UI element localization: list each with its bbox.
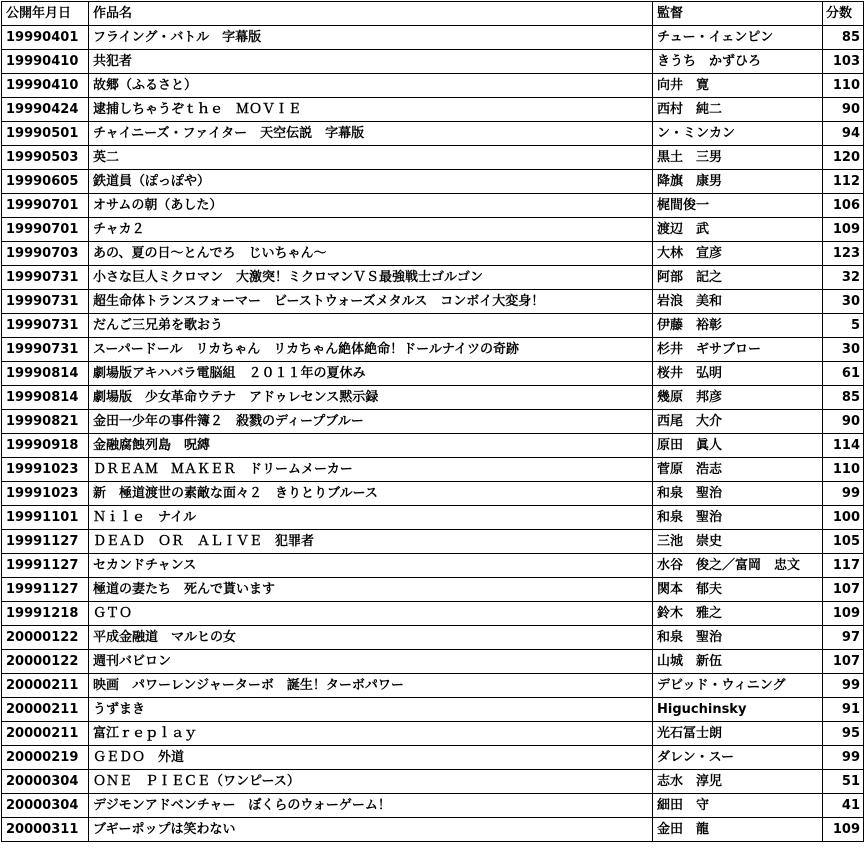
table-row bbox=[2, 578, 864, 602]
cell-title[interactable]: 故郷（ふるさと） bbox=[89, 74, 653, 98]
cell-director[interactable]: 降旗 康男 bbox=[653, 170, 823, 194]
cell-title[interactable]: 鉄道員（ぽっぽや） bbox=[89, 170, 653, 194]
cell-date[interactable]: 19991023 bbox=[2, 482, 89, 506]
table-row bbox=[2, 698, 864, 722]
cell-date[interactable]: 19991127 bbox=[2, 554, 89, 578]
cell-date[interactable]: 19990410 bbox=[2, 50, 89, 74]
cell-title[interactable]: オサムの朝（あした） bbox=[89, 194, 653, 218]
cell-director[interactable]: 金田 龍 bbox=[653, 818, 823, 842]
cell-minutes[interactable]: 5 bbox=[823, 314, 864, 338]
cell-director[interactable]: チュー・イェンピン bbox=[653, 26, 823, 50]
table-row bbox=[2, 146, 864, 170]
cell-minutes[interactable]: 30 bbox=[823, 290, 864, 314]
cell-director[interactable]: デビッド・ウィニング bbox=[653, 674, 823, 698]
cell-date[interactable]: 19991127 bbox=[2, 530, 89, 554]
cell-date[interactable]: 19990703 bbox=[2, 242, 89, 266]
cell-minutes[interactable]: 99 bbox=[823, 482, 864, 506]
movie-table bbox=[1, 1, 864, 842]
cell-date[interactable]: 19990424 bbox=[2, 98, 89, 122]
header-date[interactable]: 公開年月日 bbox=[2, 2, 89, 26]
cell-title[interactable]: あの、夏の日～とんでろ じいちゃん～ bbox=[89, 242, 653, 266]
cell-title[interactable]: チャカ２ bbox=[89, 218, 653, 242]
table-row bbox=[2, 218, 864, 242]
cell-date[interactable]: 19990701 bbox=[2, 194, 89, 218]
table-row bbox=[2, 242, 864, 266]
cell-date[interactable]: 19990605 bbox=[2, 170, 89, 194]
cell-title[interactable]: ＤＲＥＡＭ ＭＡＫＥＲ ドリームメーカー bbox=[89, 458, 653, 482]
cell-date[interactable]: 20000211 bbox=[2, 698, 89, 722]
cell-date[interactable]: 20000311 bbox=[2, 818, 89, 842]
cell-title[interactable]: うずまき bbox=[89, 698, 653, 722]
table-row bbox=[2, 290, 864, 314]
cell-minutes[interactable]: 103 bbox=[823, 50, 864, 74]
table-row bbox=[2, 266, 864, 290]
cell-minutes[interactable]: 120 bbox=[823, 146, 864, 170]
cell-director[interactable]: きうち かずひろ bbox=[653, 50, 823, 74]
table-row bbox=[2, 530, 864, 554]
table-row bbox=[2, 770, 864, 794]
cell-date[interactable]: 19990918 bbox=[2, 434, 89, 458]
table-row bbox=[2, 818, 864, 842]
table-row bbox=[2, 386, 864, 410]
table-row bbox=[2, 554, 864, 578]
cell-director[interactable]: 岩浪 美和 bbox=[653, 290, 823, 314]
cell-director[interactable]: 和泉 聖治 bbox=[653, 506, 823, 530]
cell-date[interactable]: 19990821 bbox=[2, 410, 89, 434]
cell-title[interactable]: 小さな巨人ミクロマン 大激突！ミクロマンＶＳ最強戦士ゴルゴン bbox=[89, 266, 653, 290]
cell-minutes[interactable]: 90 bbox=[823, 98, 864, 122]
cell-director[interactable]: 伊藤 裕彰 bbox=[653, 314, 823, 338]
cell-minutes[interactable]: 109 bbox=[823, 218, 864, 242]
table-row bbox=[2, 314, 864, 338]
cell-minutes[interactable]: 85 bbox=[823, 386, 864, 410]
cell-date[interactable]: 20000304 bbox=[2, 770, 89, 794]
table-row bbox=[2, 74, 864, 98]
cell-director[interactable]: 山城 新伍 bbox=[653, 650, 823, 674]
cell-minutes[interactable]: 99 bbox=[823, 674, 864, 698]
cell-minutes[interactable]: 91 bbox=[823, 698, 864, 722]
table-row bbox=[2, 434, 864, 458]
cell-director[interactable]: 細田 守 bbox=[653, 794, 823, 818]
cell-date[interactable]: 19990501 bbox=[2, 122, 89, 146]
table-row bbox=[2, 362, 864, 386]
cell-title[interactable]: 平成金融道 マルヒの女 bbox=[89, 626, 653, 650]
cell-title[interactable]: 新 極道渡世の素敵な面々２ きりとりブルース bbox=[89, 482, 653, 506]
table-row bbox=[2, 626, 864, 650]
cell-date[interactable]: 20000211 bbox=[2, 674, 89, 698]
cell-minutes[interactable]: 107 bbox=[823, 650, 864, 674]
table-row bbox=[2, 482, 864, 506]
cell-date[interactable]: 19991218 bbox=[2, 602, 89, 626]
cell-minutes[interactable]: 100 bbox=[823, 506, 864, 530]
cell-title[interactable]: 週刊バビロン bbox=[89, 650, 653, 674]
cell-director[interactable]: 杉井 ギサブロー bbox=[653, 338, 823, 362]
table-row bbox=[2, 410, 864, 434]
cell-title[interactable]: 劇場版 少女革命ウテナ アドゥレセンス黙示録 bbox=[89, 386, 653, 410]
table-row bbox=[2, 506, 864, 530]
cell-minutes[interactable]: 97 bbox=[823, 626, 864, 650]
cell-director[interactable]: 和泉 聖治 bbox=[653, 626, 823, 650]
cell-director[interactable]: 原田 眞人 bbox=[653, 434, 823, 458]
cell-date[interactable]: 19990731 bbox=[2, 266, 89, 290]
cell-title[interactable]: セカンドチャンス bbox=[89, 554, 653, 578]
cell-minutes[interactable]: 109 bbox=[823, 818, 864, 842]
table-row bbox=[2, 338, 864, 362]
table-row bbox=[2, 602, 864, 626]
cell-title[interactable]: だんご三兄弟を歌おう bbox=[89, 314, 653, 338]
cell-minutes[interactable]: 61 bbox=[823, 362, 864, 386]
cell-title[interactable]: 劇場版アキハバラ電脳組 ２０１１年の夏休み bbox=[89, 362, 653, 386]
table-row bbox=[2, 50, 864, 74]
table-row bbox=[2, 722, 864, 746]
cell-minutes[interactable]: 105 bbox=[823, 530, 864, 554]
cell-title[interactable]: 富江ｒｅｐｌａｙ bbox=[89, 722, 653, 746]
cell-title[interactable]: スーパードール リカちゃん リカちゃん絶体絶命！ドールナイツの奇跡 bbox=[89, 338, 653, 362]
cell-director[interactable]: ダレン・スー bbox=[653, 746, 823, 770]
cell-title[interactable]: 逮捕しちゃうぞｔｈｅ ＭＯＶＩＥ bbox=[89, 98, 653, 122]
cell-minutes[interactable]: 123 bbox=[823, 242, 864, 266]
cell-date[interactable]: 19990731 bbox=[2, 290, 89, 314]
cell-director[interactable]: 桜井 弘明 bbox=[653, 362, 823, 386]
cell-minutes[interactable]: 99 bbox=[823, 746, 864, 770]
cell-date[interactable]: 19990731 bbox=[2, 338, 89, 362]
cell-minutes[interactable]: 106 bbox=[823, 194, 864, 218]
table-row bbox=[2, 194, 864, 218]
cell-title[interactable]: 金田一少年の事件簿２ 殺戮のディープブルー bbox=[89, 410, 653, 434]
header-minutes[interactable]: 分数 bbox=[823, 2, 864, 26]
cell-minutes[interactable]: 90 bbox=[823, 410, 864, 434]
table-row bbox=[2, 794, 864, 818]
cell-title[interactable]: 金融腐蝕列島 呪縛 bbox=[89, 434, 653, 458]
cell-director[interactable]: 水谷 俊之／富岡 忠文 bbox=[653, 554, 823, 578]
cell-title[interactable]: ＧＥＤＯ 外道 bbox=[89, 746, 653, 770]
cell-title[interactable]: ＤＥＡＤ ＯＲ ＡＬＩＶＥ 犯罪者 bbox=[89, 530, 653, 554]
cell-date[interactable]: 19990814 bbox=[2, 362, 89, 386]
cell-title[interactable]: ブギーポップは笑わない bbox=[89, 818, 653, 842]
cell-minutes[interactable]: 109 bbox=[823, 602, 864, 626]
cell-director[interactable]: 梶間俊一 bbox=[653, 194, 823, 218]
cell-director[interactable]: 西尾 大介 bbox=[653, 410, 823, 434]
cell-title[interactable]: 共犯者 bbox=[89, 50, 653, 74]
cell-title[interactable]: ＧＴＯ bbox=[89, 602, 653, 626]
cell-director[interactable]: 黒土 三男 bbox=[653, 146, 823, 170]
cell-date[interactable]: 20000304 bbox=[2, 794, 89, 818]
cell-title[interactable]: 極道の妻たち 死んで貰います bbox=[89, 578, 653, 602]
cell-minutes[interactable]: 95 bbox=[823, 722, 864, 746]
cell-director[interactable]: 関本 郁夫 bbox=[653, 578, 823, 602]
cell-minutes[interactable]: 94 bbox=[823, 122, 864, 146]
table-row bbox=[2, 650, 864, 674]
cell-director[interactable]: 西村 純二 bbox=[653, 98, 823, 122]
cell-director[interactable]: 阿部 記之 bbox=[653, 266, 823, 290]
cell-title[interactable]: フライング・バトル 字幕版 bbox=[89, 26, 653, 50]
table-row bbox=[2, 746, 864, 770]
cell-date[interactable]: 20000219 bbox=[2, 746, 89, 770]
cell-director[interactable]: 渡辺 武 bbox=[653, 218, 823, 242]
cell-date[interactable]: 19990731 bbox=[2, 314, 89, 338]
cell-minutes[interactable]: 41 bbox=[823, 794, 864, 818]
cell-minutes[interactable]: 110 bbox=[823, 458, 864, 482]
cell-title[interactable]: ＯＮＥ ＰＩＥＣＥ（ワンピース） bbox=[89, 770, 653, 794]
cell-director[interactable]: 菅原 浩志 bbox=[653, 458, 823, 482]
cell-title[interactable]: 超生命体トランスフォーマー ビーストウォーズメタルス コンボイ大変身！ bbox=[89, 290, 653, 314]
cell-minutes[interactable]: 85 bbox=[823, 26, 864, 50]
cell-date[interactable]: 19990503 bbox=[2, 146, 89, 170]
cell-director[interactable]: 向井 寛 bbox=[653, 74, 823, 98]
cell-director[interactable]: 鈴木 雅之 bbox=[653, 602, 823, 626]
cell-minutes[interactable]: 117 bbox=[823, 554, 864, 578]
cell-date[interactable]: 20000211 bbox=[2, 722, 89, 746]
cell-title[interactable]: チャイニーズ・ファイター 天空伝説 字幕版 bbox=[89, 122, 653, 146]
cell-date[interactable]: 20000122 bbox=[2, 650, 89, 674]
cell-minutes[interactable]: 30 bbox=[823, 338, 864, 362]
cell-date[interactable]: 19990701 bbox=[2, 218, 89, 242]
cell-title[interactable]: Ｎｉｌｅ ナイル bbox=[89, 506, 653, 530]
table-row bbox=[2, 458, 864, 482]
cell-date[interactable]: 19991101 bbox=[2, 506, 89, 530]
cell-title[interactable]: デジモンアドベンチャー ぼくらのウォーゲーム！ bbox=[89, 794, 653, 818]
table-row bbox=[2, 674, 864, 698]
cell-date[interactable]: 19991023 bbox=[2, 458, 89, 482]
header-director[interactable]: 監督 bbox=[653, 2, 823, 26]
cell-minutes[interactable]: 114 bbox=[823, 434, 864, 458]
cell-director[interactable]: 志水 淳児 bbox=[653, 770, 823, 794]
cell-director[interactable]: Higuchinsky bbox=[653, 698, 823, 722]
cell-director[interactable]: ン・ミンカン bbox=[653, 122, 823, 146]
header-row bbox=[2, 2, 864, 26]
table-row bbox=[2, 170, 864, 194]
cell-director[interactable]: 三池 崇史 bbox=[653, 530, 823, 554]
cell-director[interactable]: 和泉 聖治 bbox=[653, 482, 823, 506]
cell-date[interactable]: 20000122 bbox=[2, 626, 89, 650]
cell-date[interactable]: 19990410 bbox=[2, 74, 89, 98]
cell-date[interactable]: 19990814 bbox=[2, 386, 89, 410]
cell-minutes[interactable]: 112 bbox=[823, 170, 864, 194]
cell-minutes[interactable]: 110 bbox=[823, 74, 864, 98]
cell-date[interactable]: 19991127 bbox=[2, 578, 89, 602]
cell-director[interactable]: 光石冨士朗 bbox=[653, 722, 823, 746]
cell-director[interactable]: 幾原 邦彦 bbox=[653, 386, 823, 410]
header-title[interactable]: 作品名 bbox=[89, 2, 653, 26]
cell-title[interactable]: 映画 パワーレンジャーターボ 誕生！ターボパワー bbox=[89, 674, 653, 698]
cell-director[interactable]: 大林 宣彦 bbox=[653, 242, 823, 266]
table-row bbox=[2, 122, 864, 146]
cell-date[interactable]: 19990401 bbox=[2, 26, 89, 50]
table-row bbox=[2, 26, 864, 50]
cell-minutes[interactable]: 51 bbox=[823, 770, 864, 794]
table-body bbox=[2, 26, 864, 842]
cell-minutes[interactable]: 107 bbox=[823, 578, 864, 602]
cell-title[interactable]: 英二 bbox=[89, 146, 653, 170]
cell-minutes[interactable]: 32 bbox=[823, 266, 864, 290]
table-row bbox=[2, 98, 864, 122]
